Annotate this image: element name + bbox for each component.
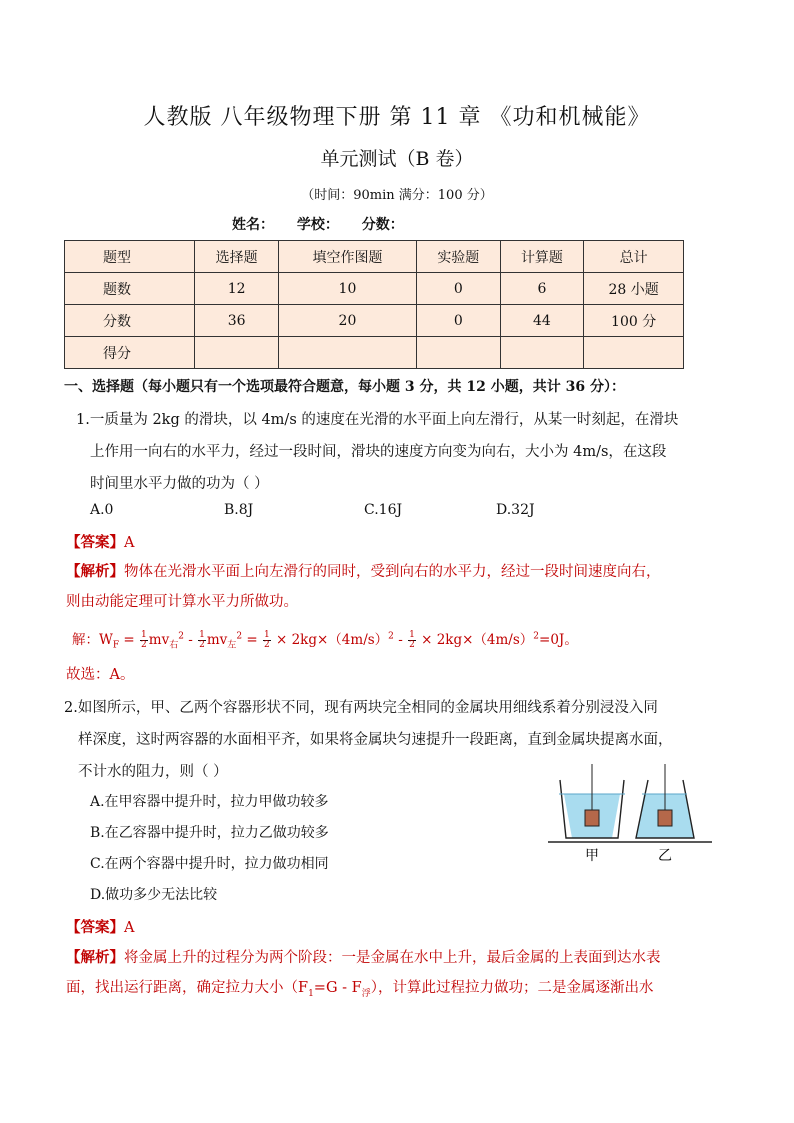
- table-row: [65, 305, 684, 337]
- analysis-text: 将金属上升的过程分为两个阶段：一是金属在水中上升，最后金属的上表面到达水表: [124, 950, 661, 966]
- option-d: D.32J: [496, 502, 535, 518]
- formula-sq: 2: [178, 631, 184, 642]
- analysis-part: =G - F: [313, 980, 362, 996]
- exam-meta: （时间：90min 满分：100 分）: [301, 188, 493, 203]
- page-subtitle: 单元测试（B 卷）: [320, 148, 474, 170]
- analysis-text: 则由动能定理可计算水平力所做功。: [66, 594, 298, 610]
- table-header-cell: 选择题: [195, 241, 279, 273]
- table-cell: 12: [195, 273, 279, 305]
- formula-result: =0J。: [539, 632, 578, 648]
- metal-block-b: [658, 810, 672, 826]
- formula-sq: 2: [388, 631, 394, 642]
- student-info-row: [232, 214, 422, 234]
- analysis: [66, 943, 736, 1009]
- formula-eq: =: [119, 632, 140, 648]
- question-text: 时间里水平力做的功为（ ）: [90, 476, 269, 492]
- answer-value: A: [124, 920, 135, 936]
- name-label: 姓名：: [232, 217, 274, 233]
- analysis-part: 面，找出运行距离，确定拉力大小（F: [66, 980, 309, 996]
- option-list: [90, 787, 329, 911]
- table-cell: 10: [278, 273, 416, 305]
- analysis-subscript: 1: [308, 988, 314, 999]
- option-c: C.在两个容器中提升时，拉力做功相同: [90, 856, 329, 872]
- option-c: C.16J: [364, 502, 403, 518]
- formula-sq: 2: [236, 631, 243, 642]
- table-cell: 100 分: [584, 305, 684, 337]
- question-text: 2.如图所示，甲、乙两个容器形状不同，现有两块完全相同的金属块用细线系着分别浸没入同: [64, 700, 658, 716]
- analysis-text: [66, 973, 736, 1009]
- containers-figure: [546, 760, 716, 870]
- question-text: 样深度，这时两容器的水面相平齐，如果将金属块匀速提升一段距离，直到金属块提离水面，: [78, 732, 673, 748]
- question-text: 1.一质量为 2kg 的滑块，以 4m/s 的速度在光滑的水平面上向左滑行，从某一时刻起，在滑块: [76, 412, 679, 428]
- formula-term: × 2kg×（4m/s）: [271, 632, 389, 648]
- table-cell: 6: [500, 273, 584, 305]
- formula-prefix: 解：W: [72, 632, 113, 648]
- formula-mv: mv: [148, 632, 170, 648]
- formula-sub-left: 左: [227, 640, 237, 651]
- frac-den: 2: [409, 640, 415, 650]
- option-b: B.8J: [224, 502, 254, 518]
- answer-tag: 【答案】: [66, 534, 124, 551]
- frac-den: 2: [263, 640, 270, 650]
- table-cell: 0: [417, 305, 501, 337]
- question-1: [76, 404, 736, 500]
- table-cell: 44: [500, 305, 584, 337]
- table-header-cell: 题型: [65, 241, 195, 273]
- fraction-half: [140, 631, 148, 650]
- table-cell: 20: [278, 305, 416, 337]
- page-title: 人教版 八年级物理下册 第 11 章 《功和机械能》: [143, 105, 651, 130]
- fraction-half: [198, 631, 206, 650]
- option-d: D.做功多少无法比较: [90, 887, 218, 903]
- table-cell: 36: [195, 305, 279, 337]
- table-header-cell: 计算题: [500, 241, 584, 273]
- table-header-row: [65, 241, 684, 273]
- frac-num: 1: [141, 630, 147, 640]
- option-b: B.在乙容器中提升时，拉力乙做功较多: [90, 825, 329, 841]
- metal-block-a: [585, 810, 599, 826]
- frac-den: 2: [199, 640, 205, 650]
- table-cell: [584, 337, 684, 369]
- table-header-cell: 填空作图题: [278, 241, 416, 273]
- fraction-half: [408, 631, 416, 650]
- school-label: 学校：: [296, 217, 339, 233]
- score-table: [64, 240, 684, 369]
- option-a: A.在甲容器中提升时，拉力甲做功较多: [90, 794, 329, 810]
- answer-line: [66, 916, 134, 937]
- question-text: 不计水的阻力，则（ ）: [78, 764, 228, 780]
- table-cell: [417, 337, 501, 369]
- table-cell: [195, 337, 279, 369]
- table-cell: 0: [417, 273, 501, 305]
- formula-eq: =: [242, 632, 262, 648]
- table-cell: [278, 337, 416, 369]
- analysis-subscript: 浮: [361, 988, 371, 999]
- score-label: 分数：: [361, 217, 404, 233]
- analysis: [66, 557, 736, 617]
- label-b: 乙: [658, 848, 672, 864]
- formula-minus: -: [393, 632, 408, 648]
- analysis-tag: 【解析】: [66, 949, 124, 966]
- solution-formula: [72, 628, 578, 651]
- table-cell: 分数: [65, 305, 195, 337]
- frac-den: 2: [141, 640, 147, 650]
- frac-num: 1: [263, 630, 270, 640]
- fraction-half: [263, 631, 271, 650]
- table-row: [65, 273, 684, 305]
- analysis-text: 物体在光滑水平面上向左滑行的同时，受到向右的水平力，经过一段时间速度向右，: [124, 564, 661, 580]
- frac-num: 1: [199, 630, 205, 640]
- formula-sub-right: 右: [169, 640, 179, 651]
- label-a: 甲: [585, 848, 599, 864]
- formula-sq: 2: [533, 631, 540, 642]
- question-text: 上作用一向右的水平力，经过一段时间，滑块的速度方向变为向右，大小为 4m/s，在这段: [90, 444, 667, 460]
- formula-minus: -: [183, 632, 198, 648]
- table-cell: 28 小题: [584, 273, 684, 305]
- table-cell: [500, 337, 584, 369]
- formula-subscript: F: [112, 640, 120, 651]
- analysis-tag: 【解析】: [66, 563, 124, 580]
- formula-mv: mv: [206, 632, 228, 648]
- formula-term: × 2kg×（4m/s）: [416, 632, 534, 648]
- frac-num: 1: [409, 630, 415, 640]
- answer-line: [66, 531, 134, 552]
- table-cell: 得分: [65, 337, 195, 369]
- answer-tag: 【答案】: [66, 919, 124, 936]
- section-heading: 一、选择题（每小题只有一个选项最符合题意，每小题 3 分，共 12 小题，共计 36 分）：: [64, 379, 625, 395]
- table-row: [65, 337, 684, 369]
- table-cell: 题数: [65, 273, 195, 305]
- table-header-cell: 总计: [584, 241, 684, 273]
- conclusion: 故选：A。: [66, 667, 135, 683]
- option-a: A.0: [90, 502, 114, 518]
- answer-value: A: [124, 535, 135, 551]
- analysis-part: ），计算此过程拉力做功；二是金属逐渐出水: [370, 980, 654, 996]
- table-header-cell: 实验题: [417, 241, 501, 273]
